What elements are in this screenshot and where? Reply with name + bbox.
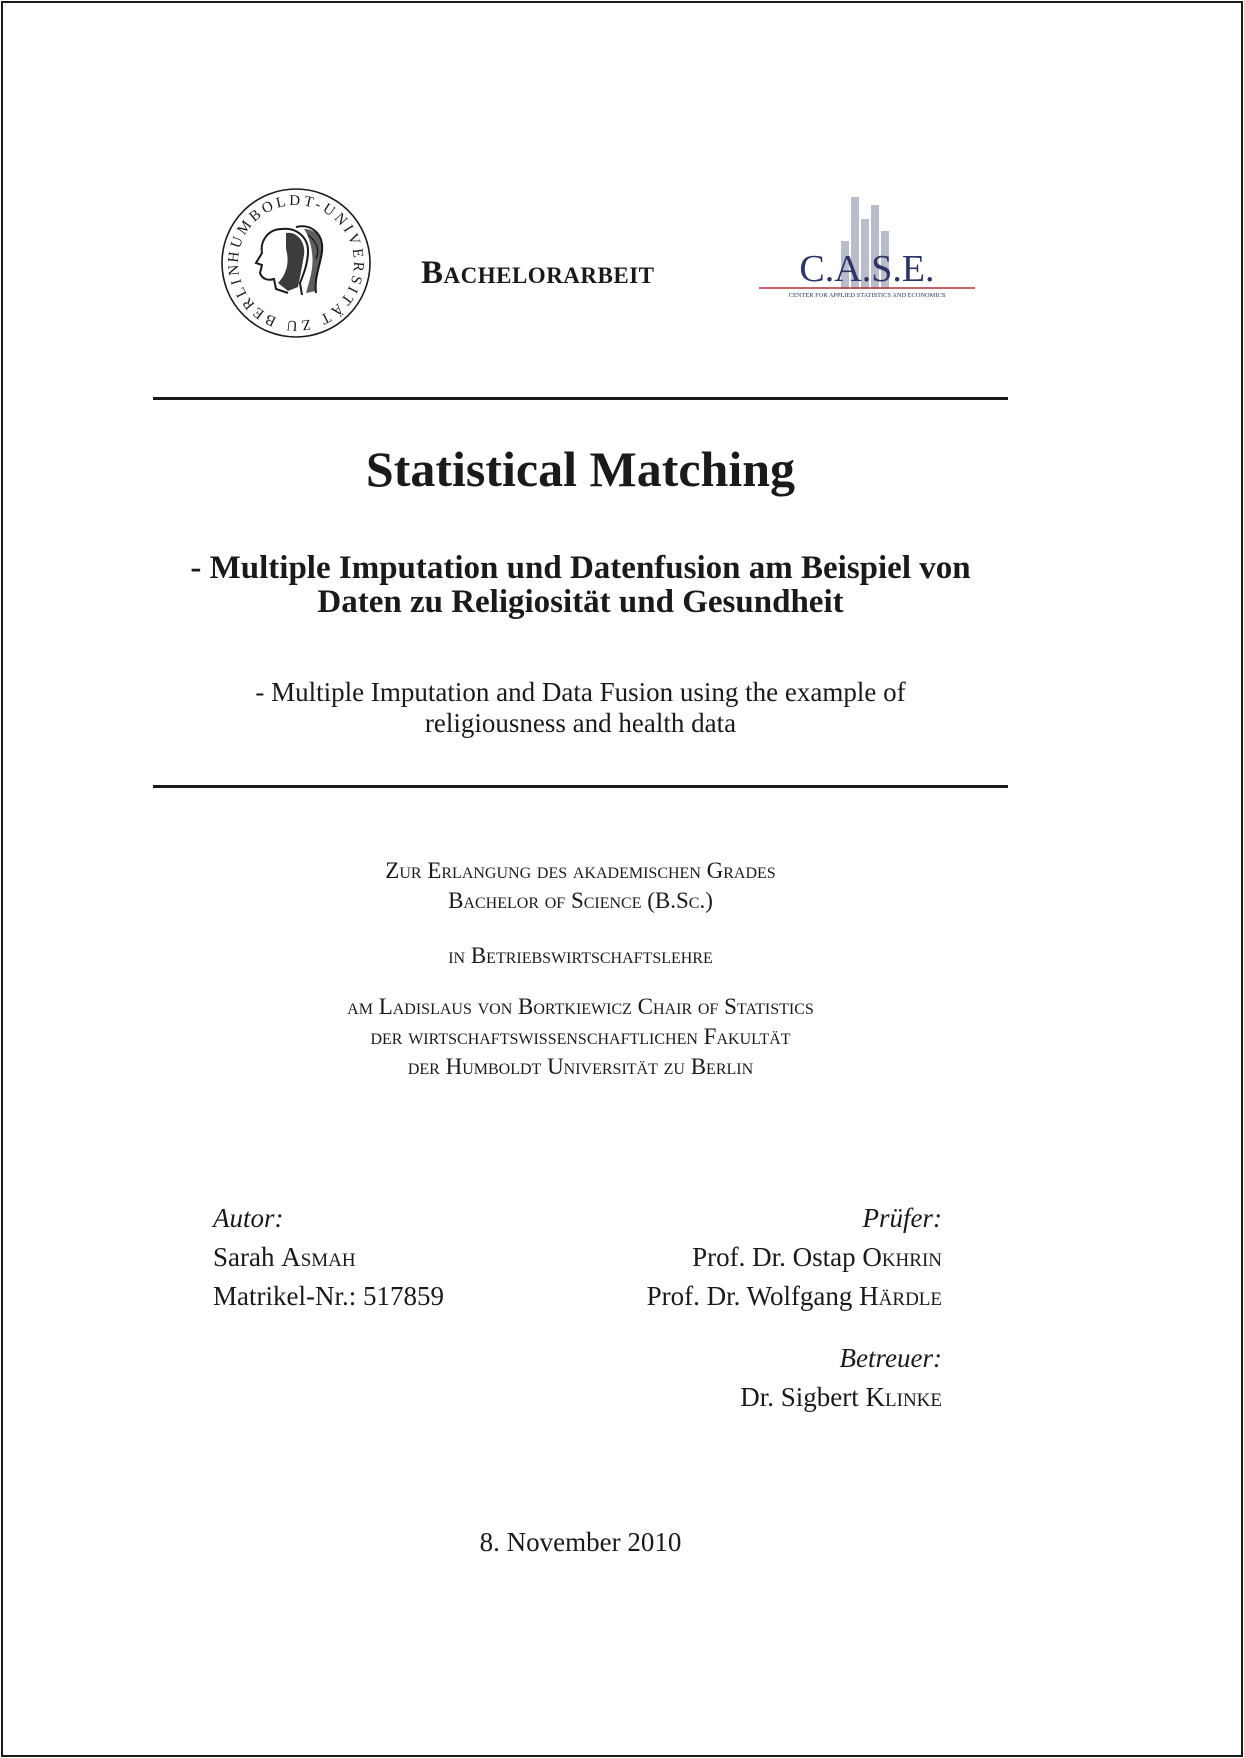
degree-line: in Betriebswirtschaftslehre: [448, 943, 713, 968]
author-role-label: Autor:: [213, 1203, 284, 1233]
degree-line: der wirtschaftswissenschaftlichen Fakultät: [370, 1024, 791, 1049]
case-logo: [757, 195, 977, 305]
page: [1, 1, 1243, 1757]
page-title: Statistical Matching: [365, 441, 796, 497]
author-first-name: Sarah: [213, 1242, 275, 1272]
examiner-prefix: Prof. Dr. Wolfgang: [646, 1281, 853, 1311]
matriculation-number: Matrikel-Nr.: 517859: [213, 1281, 444, 1311]
examiner-prefix: Prof. Dr. Ostap: [692, 1242, 856, 1272]
degree-program: [153, 941, 1008, 971]
submission-date: 8. November 2010: [479, 1527, 682, 1557]
supervisor-last-name: Klinke: [865, 1382, 942, 1412]
supervisor-block: [740, 1339, 942, 1417]
examiner-name: [647, 1277, 942, 1316]
subtitle-english-line: - Multiple Imputation and Data Fusion using the example of: [255, 677, 906, 707]
degree-line: der Humboldt Universität zu Berlin: [407, 1054, 754, 1079]
degree-line: am Ladislaus von Bortkiewicz Chair of Statistics: [347, 994, 814, 1019]
subtitle-german: [113, 551, 1048, 619]
seal-text: HUMBOLDT-UNIVERSITÄT ZU BERLIN: [225, 192, 367, 334]
degree-line: Bachelor of Science (B.Sc.): [448, 888, 713, 913]
author-last-name: Asmah: [281, 1242, 356, 1272]
case-logo-tagline: CENTER FOR APPLIED STATISTICS AND ECONOMICS: [788, 292, 946, 299]
supervisor-role-label: Betreuer:: [839, 1343, 942, 1373]
document-type: Bachelorarbeit: [421, 255, 655, 291]
supervisor-name: [740, 1378, 942, 1417]
author-block: [213, 1199, 444, 1316]
subtitle-english: [153, 677, 1008, 739]
author-name: [213, 1238, 444, 1277]
degree-line: Zur Erlangung des akademischen Grades: [385, 858, 776, 883]
subtitle-english-line: religiousness and health data: [424, 708, 737, 738]
examiner-last-name: Härdle: [859, 1281, 942, 1311]
humboldt-university-seal: [216, 183, 376, 343]
examiner-role-label: Prüfer:: [862, 1203, 942, 1233]
examiner-last-name: Okhrin: [862, 1242, 942, 1272]
examiner-name: [647, 1238, 942, 1277]
supervisor-prefix: Dr. Sigbert: [740, 1382, 859, 1412]
degree-statement: [153, 856, 1008, 916]
subtitle-german-line: - Multiple Imputation und Datenfusion am Beispiel von: [190, 550, 971, 586]
examiner-block: [647, 1199, 942, 1316]
case-logo-name: C.A.S.E.: [799, 248, 935, 290]
top-rule: [153, 397, 1008, 400]
subtitle-german-line: Daten zu Religiosität und Gesundheit: [317, 584, 844, 620]
degree-institution: [153, 992, 1008, 1082]
bottom-rule: [153, 785, 1008, 788]
